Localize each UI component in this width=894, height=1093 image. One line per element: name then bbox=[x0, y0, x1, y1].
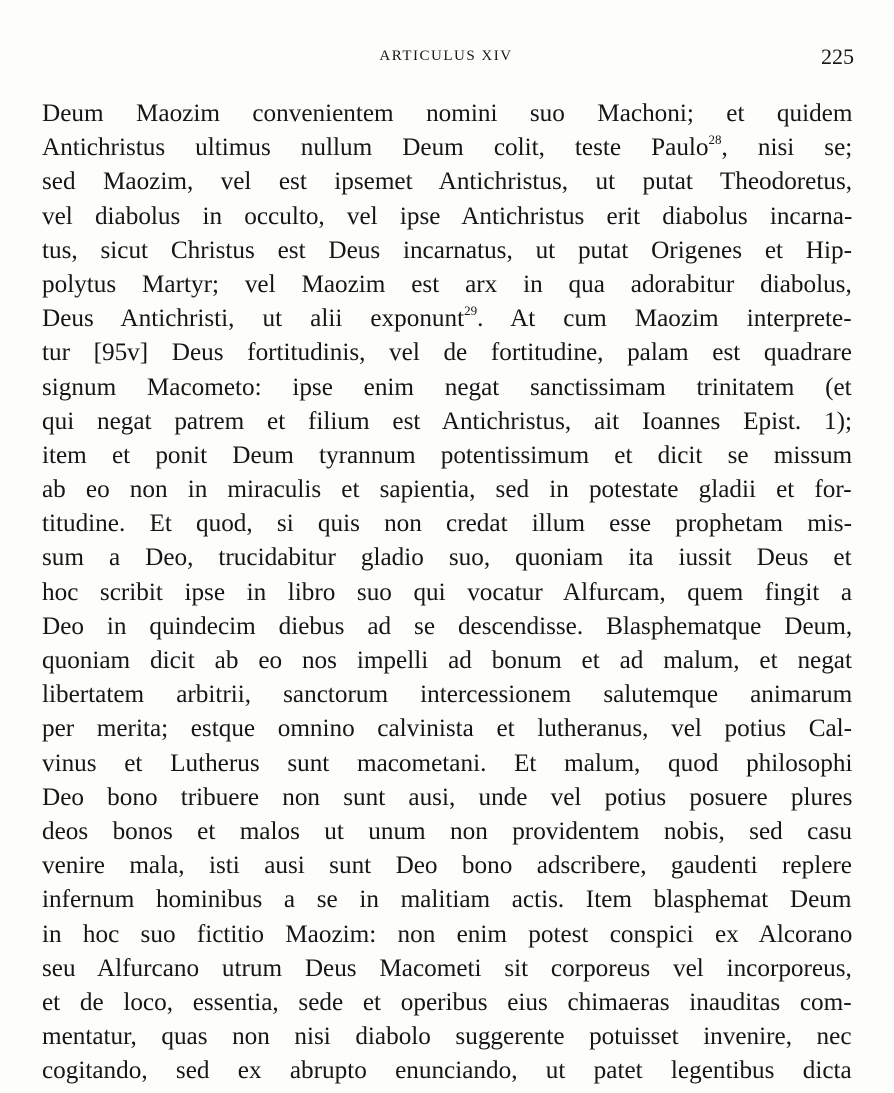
text-line bbox=[42, 131, 852, 165]
text-line bbox=[42, 815, 852, 849]
text-line bbox=[42, 302, 852, 336]
text-line-continuation: , nisi se; bbox=[721, 134, 853, 162]
text-line-main: Deo bono tribuere non sunt ausi, unde vel potius posuere plures bbox=[42, 783, 853, 811]
text-line bbox=[42, 97, 852, 131]
text-line bbox=[42, 200, 852, 234]
text-line bbox=[42, 439, 852, 473]
text-line bbox=[42, 507, 852, 541]
text-line-main: et de loco, essentia, sede et operibus eius chimaeras inauditas com- bbox=[42, 988, 852, 1016]
text-line-main: infernum hominibus a se in malitiam actis. Item blasphemat Deum bbox=[42, 886, 852, 914]
page-number: 225 bbox=[821, 44, 854, 69]
text-line bbox=[42, 371, 852, 405]
body-text bbox=[42, 97, 852, 1088]
text-line bbox=[42, 268, 852, 302]
text-line-main: vel diabolus in occulto, vel ipse Antichristus erit diabolus incarna- bbox=[42, 202, 853, 230]
text-line-main: per merita; estque omnino calvinista et lutheranus, vel potius Cal- bbox=[42, 715, 853, 743]
text-line-main: vinus et Lutherus sunt macometani. Et malum, quod philosophi bbox=[42, 749, 853, 777]
running-head bbox=[40, 46, 852, 70]
text-line-main: Antichristus ultimus nullum Deum colit, teste Paulo bbox=[42, 134, 709, 162]
text-line-main: qui negat patrem et filium est Antichristus, ait Ioannes Epist. 1); bbox=[42, 407, 852, 435]
text-line-main: sed Maozim, vel est ipsemet Antichristus, ut putat Theodoretus, bbox=[42, 168, 853, 196]
text-line bbox=[42, 610, 852, 644]
text-line bbox=[42, 541, 852, 575]
text-line bbox=[42, 1054, 852, 1088]
text-line-main: ab eo non in miraculis et sapientia, sed in potestate gladii et for- bbox=[42, 476, 852, 504]
text-line-main: mentatur, quas non nisi diabolo suggerente potuisset invenire, nec bbox=[42, 1023, 852, 1051]
text-line bbox=[42, 712, 852, 746]
text-line bbox=[42, 678, 852, 712]
text-line-main: hoc scribit ipse in libro suo qui vocatur Alfurcam, quem fingit a bbox=[42, 578, 853, 606]
text-line bbox=[42, 405, 852, 439]
text-line-main: cogitando, sed ex abrupto enunciando, ut patet legentibus dicta bbox=[42, 1057, 852, 1085]
text-line bbox=[42, 576, 852, 610]
text-line-main: quoniam dicit ab eo nos impelli ad bonum et ad malum, et negat bbox=[42, 647, 852, 674]
text-line bbox=[42, 918, 852, 952]
text-line-main: tur [95v] Deus fortitudinis, vel de fortitudine, palam est quadrare bbox=[42, 339, 852, 367]
text-line bbox=[42, 986, 852, 1020]
text-line-main: sum a Deo, trucidabitur gladio suo, quoniam ita iussit Deus et bbox=[42, 544, 852, 572]
text-line-main: seu Alfurcano utrum Deus Macometi sit corporeus vel incorporeus, bbox=[42, 954, 852, 982]
text-line bbox=[42, 883, 852, 917]
text-line bbox=[42, 644, 852, 678]
text-line bbox=[42, 952, 852, 986]
text-line-main: signum Macometo: ipse enim negat sanctissimam trinitatem (et bbox=[42, 373, 852, 401]
text-line bbox=[42, 336, 852, 370]
running-title: ARTICULUS XIV bbox=[379, 48, 513, 64]
text-line-main: item et ponit Deum tyrannum potentissimum et dicit se missum bbox=[42, 441, 853, 469]
text-line-continuation: . At cum Maozim interprete- bbox=[477, 305, 852, 333]
text-line-main: polytus Martyr; vel Maozim est arx in qua adorabitur diabolus, bbox=[42, 270, 852, 298]
footnote-marker: 29 bbox=[464, 302, 478, 318]
text-line bbox=[42, 473, 852, 507]
text-line-main: tus, sicut Christus est Deus incarnatus, ut putat Origenes et Hip- bbox=[42, 236, 852, 264]
text-line bbox=[42, 1020, 852, 1054]
text-line-main: Deo in quindecim diebus ad se descendisse. Blasphematque Deum, bbox=[42, 612, 853, 640]
text-line-main: titudine. Et quod, si quis non credat illum esse prophetam mis- bbox=[42, 510, 852, 538]
text-line bbox=[42, 747, 852, 781]
text-line-main: deos bonos et malos ut unum non providentem nobis, sed casu bbox=[42, 817, 852, 845]
footnote-marker: 28 bbox=[708, 131, 722, 147]
text-line-main: Deum Maozim convenientem nomini suo Machoni; et quidem bbox=[42, 100, 853, 127]
text-line-main: in hoc suo fictitio Maozim: non enim potest conspici ex Alcorano bbox=[42, 920, 853, 948]
text-line bbox=[42, 234, 852, 268]
text-line bbox=[42, 849, 852, 883]
text-line bbox=[42, 781, 852, 815]
text-line-main: Deus Antichristi, ut alii exponunt bbox=[42, 305, 465, 333]
text-line-main: venire mala, isti ausi sunt Deo bono adscribere, gaudenti replere bbox=[42, 852, 852, 880]
text-line bbox=[42, 165, 852, 199]
text-line-main: libertatem arbitrii, sanctorum intercessionem salutemque animarum bbox=[42, 681, 853, 709]
